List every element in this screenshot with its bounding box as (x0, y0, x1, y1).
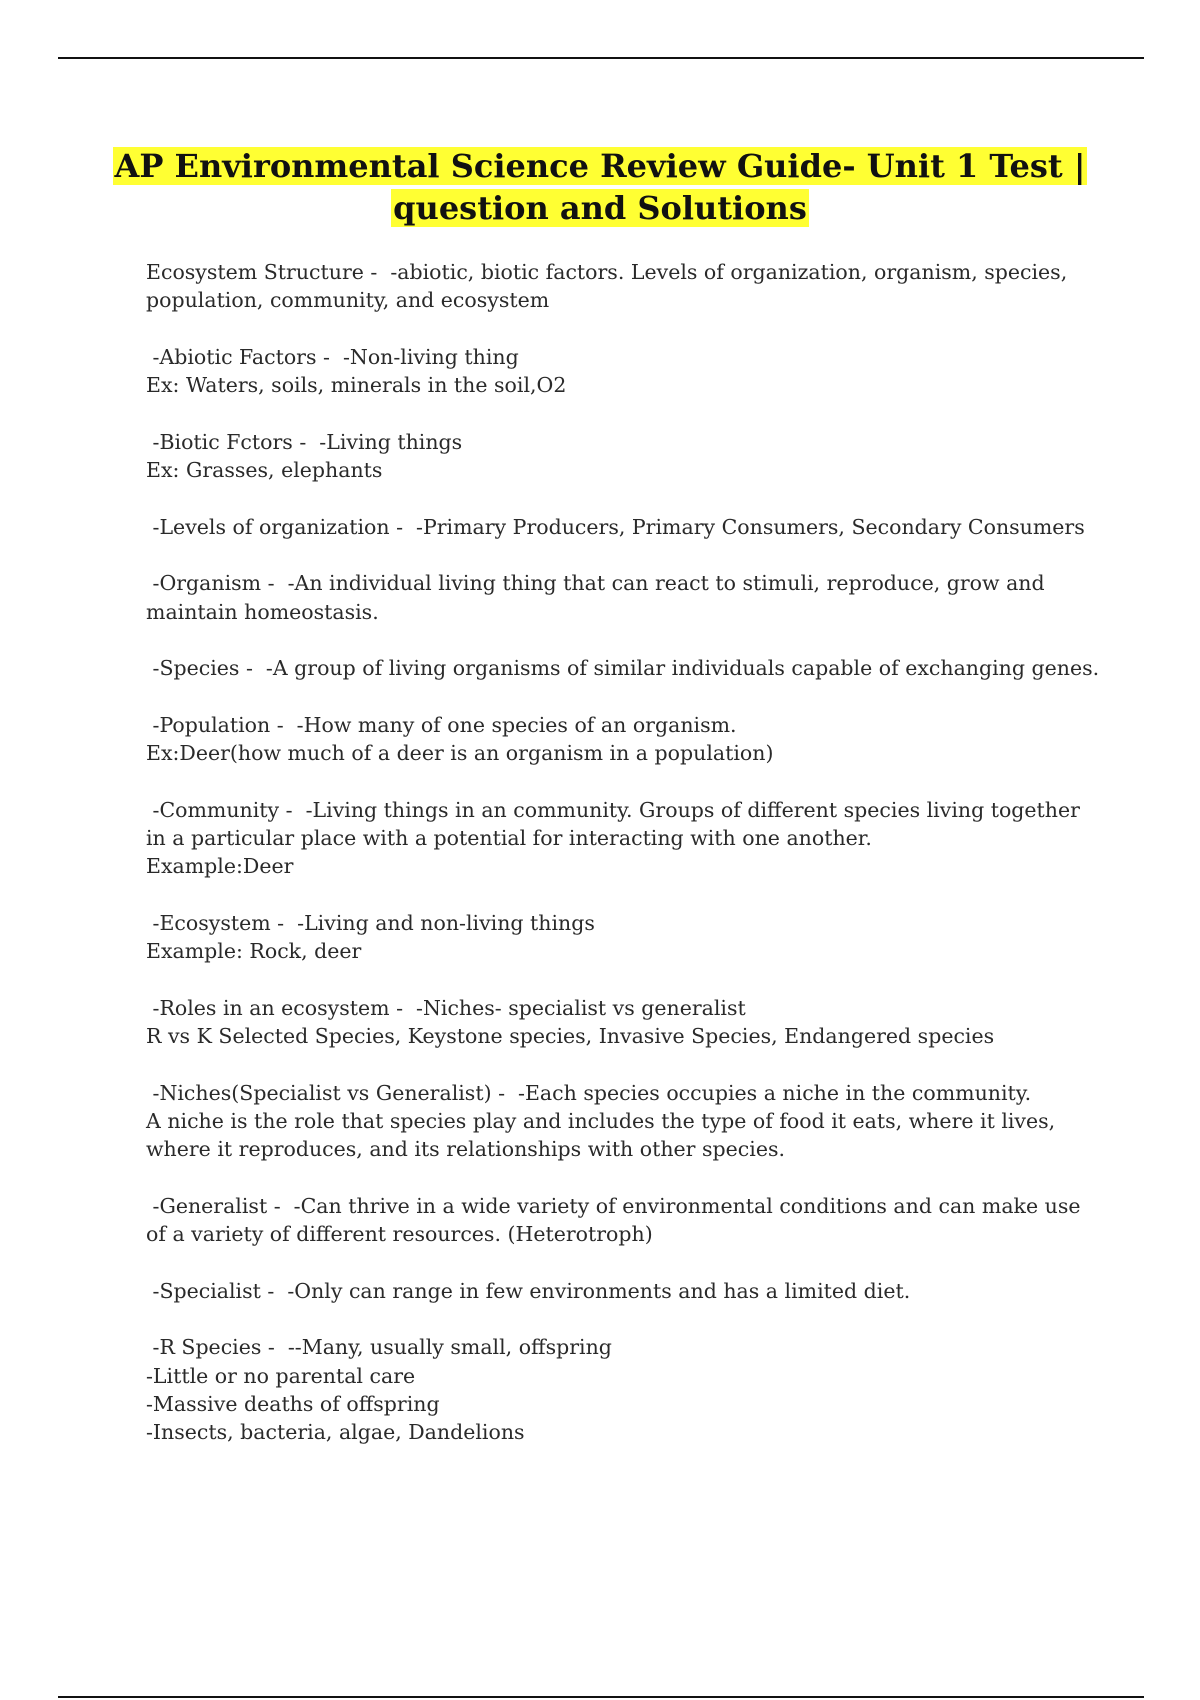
top-rule (58, 57, 1144, 59)
glossary-entry (146, 909, 1086, 966)
entry-line: population, community, and ecosystem (146, 288, 550, 313)
entry-line: -Little or no parental care (146, 1363, 416, 1388)
entry-line: -Ecosystem - -Living and non-living things (146, 910, 595, 935)
entry-line: -Abiotic Factors - -Non-living thing (146, 344, 519, 369)
glossary-entry (146, 1333, 1086, 1446)
page-title-line-1: AP Environmental Science Review Guide- Unit 1 Test | (114, 147, 1086, 185)
glossary-entry (146, 994, 1086, 1051)
glossary-entry (146, 258, 1086, 315)
entry-line: -Specialist - -Only can range in few environments and has a limited diet. (146, 1278, 911, 1303)
entry-line: -Population - -How many of one species of an organism. (146, 712, 737, 737)
entry-line: -Community - -Living things in an community. Groups of different species living together (146, 797, 1080, 822)
glossary-entry (146, 343, 1086, 400)
glossary-entry (146, 569, 1086, 626)
entry-line: A niche is the role that species play and includes the type of food it eats, where it lives, (146, 1108, 1056, 1133)
entry-line: Example:Deer (146, 854, 294, 879)
entry-line: where it reproduces, and its relationships with other species. (146, 1137, 785, 1162)
entry-line: of a variety of different resources. (Heterotroph) (146, 1222, 653, 1247)
entry-line: -R Species - --Many, usually small, offspring (146, 1335, 612, 1360)
entry-line: -Biotic Fctors - -Living things (146, 429, 463, 454)
glossary-entry (146, 1079, 1086, 1164)
page-title-line-2: question and Solutions (393, 189, 807, 227)
entry-line: -Roles in an ecosystem - -Niches- specialist vs generalist (146, 995, 746, 1020)
entry-line: R vs K Selected Species, Keystone species, Invasive Species, Endangered species (146, 1024, 995, 1049)
entry-line: Example: Rock, deer (146, 939, 362, 964)
entry-line: -Species - -A group of living organisms of similar individuals capable of exchanging genes. (146, 656, 1100, 681)
glossary-entry (146, 796, 1086, 881)
entry-line: -Organism - -An individual living thing that can react to stimuli, reproduce, grow and (146, 571, 1045, 596)
entry-line: -Levels of organization - -Primary Producers, Primary Consumers, Secondary Consumers (146, 514, 1085, 539)
glossary-entry (146, 428, 1086, 485)
entry-line: in a particular place with a potential for interacting with one another. (146, 825, 872, 850)
glossary-entry (146, 513, 1086, 541)
glossary-entry (146, 1277, 1086, 1305)
document-body (146, 258, 1100, 1475)
entry-line: Ex:Deer(how much of a deer is an organism in a population) (146, 741, 774, 766)
entry-line: Ex: Waters, soils, minerals in the soil,O2 (146, 373, 567, 398)
entry-line: Ex: Grasses, elephants (146, 458, 383, 483)
entry-line: maintain homeostasis. (146, 599, 379, 624)
glossary-entry (146, 711, 1086, 768)
glossary-entry (146, 1192, 1086, 1249)
page-title (100, 145, 1100, 229)
entry-line: -Generalist - -Can thrive in a wide variety of environmental conditions and can make use (146, 1193, 1081, 1218)
entry-line: Ecosystem Structure - -abiotic, biotic factors. Levels of organization, organism, species, (146, 260, 1068, 284)
entry-line: -Insects, bacteria, algae, Dandelions (146, 1420, 525, 1445)
glossary-entry (146, 654, 1100, 682)
entry-line: -Niches(Specialist vs Generalist) - -Each species occupies a niche in the community. (146, 1080, 1032, 1105)
bottom-rule (58, 1696, 1144, 1698)
entry-line: -Massive deaths of offspring (146, 1391, 440, 1416)
